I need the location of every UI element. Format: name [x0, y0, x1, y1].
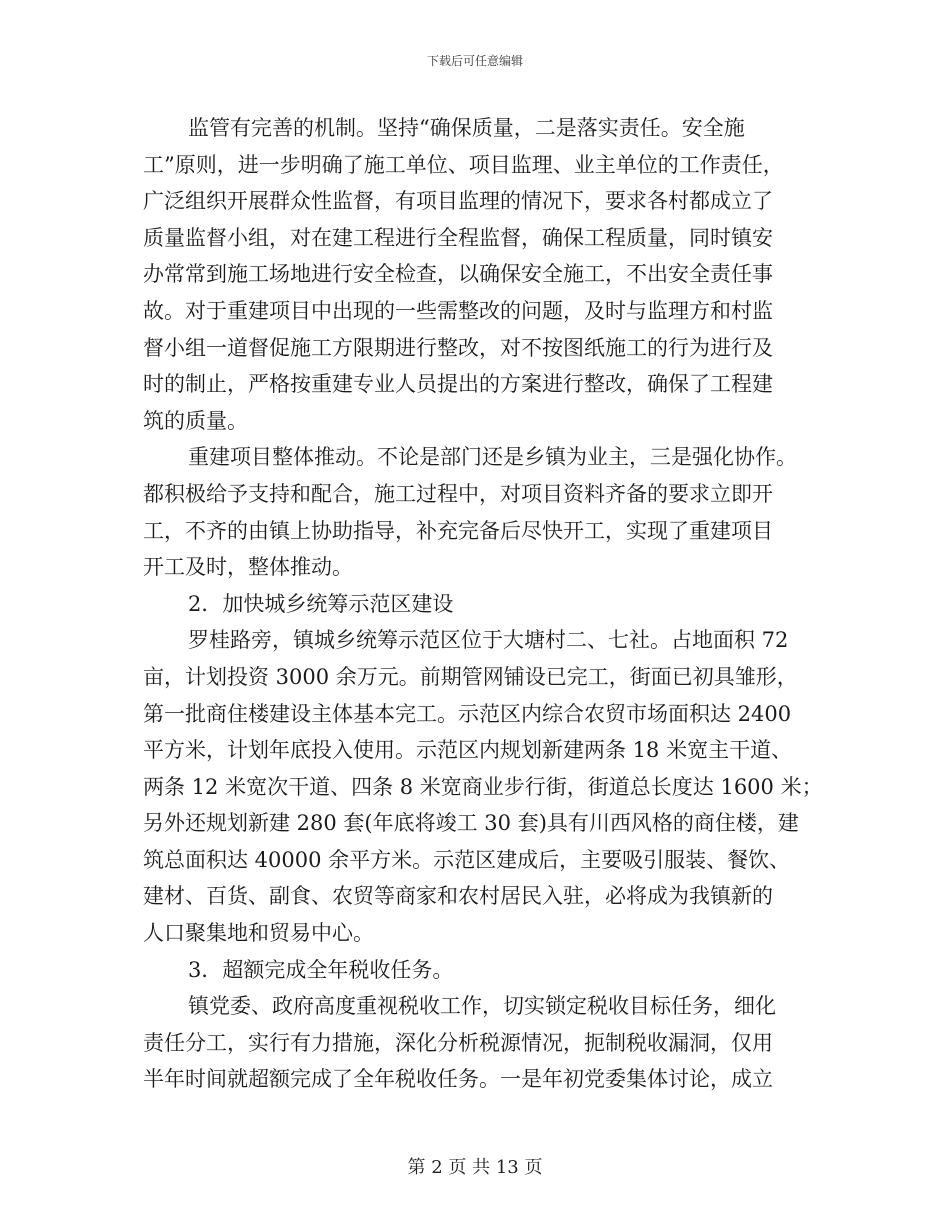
text-line: 平方米，计划年底投入使用。示范区内规划新建两条 18 米宽主干道、 [143, 738, 793, 763]
text-line: 故。对于重建项目中出现的一些需整改的问题，及时与监理方和村监 [143, 298, 773, 323]
text-line: 时的制止，严格按重建专业人员提出的方案进行整改，确保了工程建 [143, 372, 773, 397]
text-line: 筑的质量。 [143, 408, 248, 433]
text-line: 第一批商住楼建设主体基本完工。示范区内综合农贸市场面积达 2400 [143, 701, 792, 726]
page-header: 下载后可任意编辑 [426, 54, 523, 68]
text-line: 督小组一道督促施工方限期进行整改，对不按图纸施工的行为进行及 [143, 335, 773, 360]
text-line: 工”原则，进一步明确了施工单位、项目监理、业主单位的工作责任， [143, 152, 784, 177]
text-line: 另外还规划新建 280 套(年底将竣工 30 套)具有川西风格的商住楼，建 [143, 811, 799, 836]
text-line: 工，不齐的由镇上协助指导，补充完备后尽快开工，实现了重建项目 [143, 518, 773, 543]
text-line: 3．超额完成全年税收任务。 [188, 957, 454, 982]
text-line: 2．加快城乡统筹示范区建设 [188, 591, 454, 616]
text-line: 监管有完善的机制。坚持“确保质量，二是落实责任。安全施 [188, 116, 745, 140]
text-line: 都积极给予支持和配合，施工过程中，对项目资料齐备的要求立即开 [143, 481, 773, 506]
text-line: 人口聚集地和贸易中心。 [143, 921, 374, 946]
text-line: 办常常到施工场地进行安全检查，以确保安全施工，不出安全责任事 [143, 262, 773, 287]
text-line: 建材、百货、副食、农贸等商家和农村居民入驻，必将成为我镇新的 [143, 884, 773, 909]
text-line: 筑总面积达 40000 余平方米。示范区建成后，主要吸引服装、餐饮、 [143, 847, 791, 872]
page-number: 第 2 页 共 13 页 [407, 1157, 543, 1178]
text-line: 重建项目整体推动。不论是部门还是乡镇为业主，三是强化协作。 [188, 445, 797, 470]
text-line: 质量监督小组，对在建工程进行全程监督，确保工程质量，同时镇安 [143, 225, 773, 250]
text-line: 罗桂路旁，镇城乡统筹示范区位于大塘村二、七社。占地面积 72 [188, 628, 789, 653]
text-line: 广泛组织开展群众性监督，有项目监理的情况下，要求各村都成立了 [143, 189, 773, 214]
text-line: 两条 12 米宽次干道、四条 8 米宽商业步行街，街道总长度达 1600 米； [143, 774, 823, 799]
text-line: 镇党委、政府高度重视税收工作，切实锁定税收目标任务，细化 [188, 994, 776, 1019]
text-line: 开工及时，整体推动。 [143, 555, 353, 580]
text-line: 责任分工，实行有力措施，深化分析税源情况，扼制税收漏洞，仅用 [143, 1030, 773, 1055]
document-body [143, 110, 823, 1098]
text-line: 半年时间就超额完成了全年税收任务。一是年初党委集体讨论，成立 [143, 1067, 773, 1092]
text-line: 亩，计划投资 3000 余万元。前期管网铺设已完工，街面已初具雏形， [143, 664, 798, 689]
